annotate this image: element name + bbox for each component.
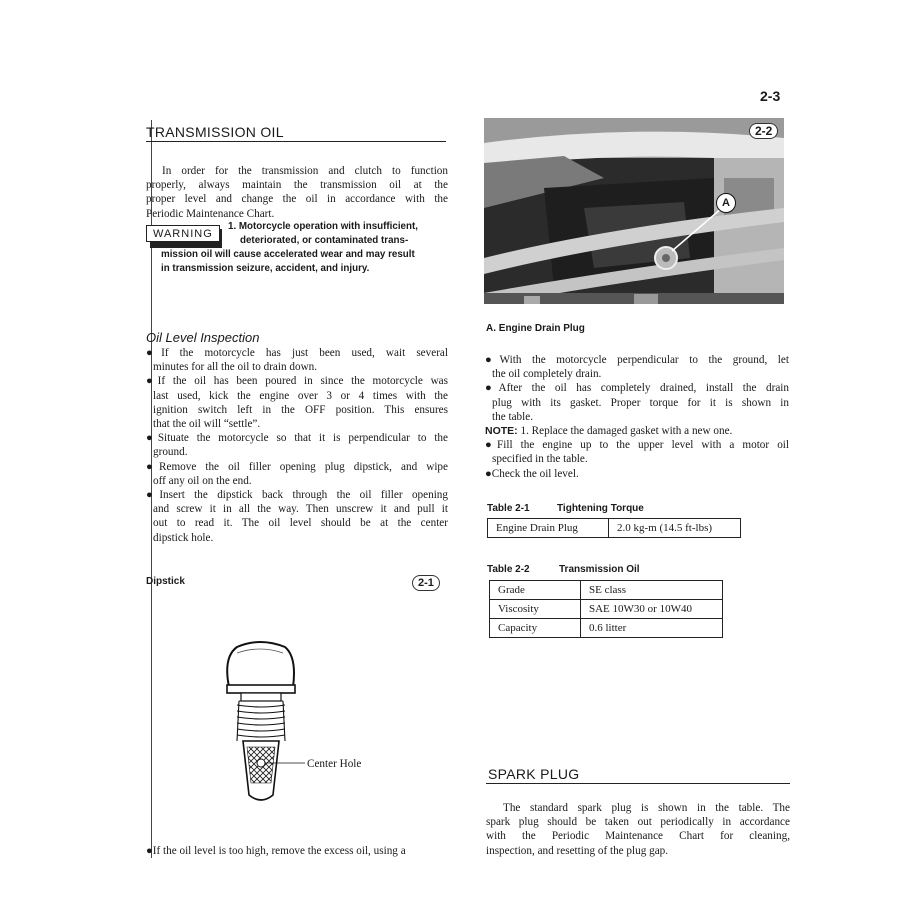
- table-row: [490, 600, 723, 619]
- bullet-item: [146, 431, 448, 459]
- table-cell: 2.0 kg-m (14.5 ft-lbs): [609, 519, 741, 538]
- bullet-line: out to read it. The oil level should be at the center: [153, 517, 448, 530]
- bullet-line: ●Situate the motorcycle so that it is perpendicular to the: [146, 432, 448, 445]
- bullet-item: [146, 488, 448, 545]
- drain-steps: [485, 353, 789, 481]
- warning-label: WARNING: [146, 225, 220, 242]
- bullet-line: the oil completely drain.: [492, 368, 602, 381]
- spark-line: The standard spark plug is shown in the table. The: [503, 802, 790, 814]
- bullet-line: ●Remove the oil filler opening plug dipstick, and wipe: [146, 460, 448, 473]
- bullet-line: ●Check the oil level.: [485, 467, 579, 480]
- bullet-item: [485, 353, 789, 381]
- tightening-torque-table: [487, 518, 741, 538]
- bullet-line: ground.: [153, 446, 188, 459]
- spark-plug-text: [486, 801, 790, 858]
- warning-line: mission oil will cause accelerated wear and may result: [161, 249, 415, 260]
- table-row: [490, 581, 723, 600]
- note-text: 1. Replace the damaged gasket with a new one.: [520, 425, 733, 438]
- page-number: 2-3: [760, 88, 781, 104]
- bullet-line: minutes for all the oil to drain down.: [153, 361, 318, 374]
- intro-line: proper level and change the oil in accordance with the: [146, 193, 448, 206]
- transmission-oil-table: [489, 580, 723, 638]
- bullet-line: dipstick hole.: [153, 531, 214, 544]
- table-cell: Viscosity: [490, 600, 581, 619]
- bullet-item: [146, 346, 448, 374]
- dipstick-illustration: [215, 635, 305, 810]
- table-cell: Engine Drain Plug: [488, 519, 609, 538]
- bullet-line: ●Fill the engine up to the upper level with a motor oil: [485, 439, 789, 452]
- bullet-line: specified in the table.: [492, 453, 588, 466]
- table-cell: Capacity: [490, 619, 581, 638]
- bullet-line: ●If the motorcycle has just been used, wait several: [146, 347, 448, 359]
- table-2-2-title: Transmission Oil: [559, 564, 640, 575]
- transmission-oil-heading: TRANSMISSION OIL: [146, 124, 284, 140]
- bullet-line: that the oil will “settle”.: [153, 418, 261, 431]
- table-2-1-title: Tightening Torque: [557, 503, 644, 514]
- bullet-line: plug with its gasket. Proper torque for it is shown in: [492, 396, 789, 409]
- oil-level-heading: Oil Level Inspection: [146, 330, 260, 345]
- oil-too-high-text: ●If the oil level is too high, remove the excess oil, using a: [146, 845, 406, 857]
- intro-line: In order for the transmission and clutch to function: [162, 165, 448, 177]
- bullet-item: [146, 460, 448, 488]
- bullet-line: last used, kick the engine over 3 or 4 times with the: [153, 389, 448, 402]
- bullet-line: ●Insert the dipstick back through the oil filler opening: [146, 489, 448, 502]
- engine-drain-plug-photo: [484, 118, 784, 316]
- photo-caption: A. Engine Drain Plug: [486, 323, 585, 334]
- note-label: NOTE:: [485, 425, 518, 438]
- bullet-item: [146, 374, 448, 431]
- intro-line: Periodic Maintenance Chart.: [146, 207, 275, 220]
- table-row: [488, 519, 741, 538]
- table-2-2-number: Table 2-2: [487, 564, 530, 575]
- transmission-intro: [146, 164, 448, 221]
- table-cell: Grade: [490, 581, 581, 600]
- bullet-line: the table.: [492, 410, 534, 423]
- bullet-line: ●After the oil has completely drained, install the drain: [485, 382, 789, 395]
- intro-line: properly, always maintain the transmission oil at the: [146, 179, 448, 192]
- marker-a: A: [716, 193, 736, 213]
- oil-level-bullets: [146, 346, 448, 545]
- bullet-line: and screw it in all the way. Then unscrew it and pull it: [153, 503, 448, 516]
- bullet-line: ignition switch left in the OFF position. This ensures: [153, 403, 448, 416]
- center-hole-callout: Center Hole: [307, 758, 362, 770]
- table-2-1-number: Table 2-1: [487, 503, 530, 514]
- table-cell: SAE 10W30 or 10W40: [581, 600, 723, 619]
- bullet-item: [485, 438, 789, 466]
- bullet-item: [485, 381, 789, 424]
- spark-plug-heading: SPARK PLUG: [488, 766, 580, 782]
- spark-line: inspection, and resetting of the plug gap.: [486, 844, 669, 857]
- bullet-line: ●If the oil has been poured in since the motorcycle was: [146, 375, 448, 388]
- table-cell: 0.6 litter: [581, 619, 723, 638]
- table-cell: SE class: [581, 581, 723, 600]
- spark-line: with the Periodic Maintenance Chart for cleaning,: [486, 830, 790, 843]
- figure-badge: 2-2: [749, 123, 778, 139]
- dipstick-caption: Dipstick: [146, 576, 185, 587]
- warning-line: 1. Motorcycle operation with insufficient,: [228, 221, 418, 232]
- figure-badge: 2-1: [412, 575, 440, 591]
- heading-rule: [486, 783, 790, 784]
- bullet-line: off any oil on the end.: [153, 474, 252, 487]
- heading-rule: [146, 141, 446, 142]
- warning-line: deteriorated, or contaminated trans-: [240, 235, 409, 246]
- bullet-line: ●With the motorcycle perpendicular to the ground, let: [485, 354, 789, 366]
- warning-line: in transmission seizure, accident, and injury.: [161, 263, 370, 274]
- bullet-item: [485, 467, 789, 481]
- table-row: [490, 619, 723, 638]
- spark-line: spark plug should be taken out periodically in accordance: [486, 816, 790, 829]
- note: [485, 424, 789, 438]
